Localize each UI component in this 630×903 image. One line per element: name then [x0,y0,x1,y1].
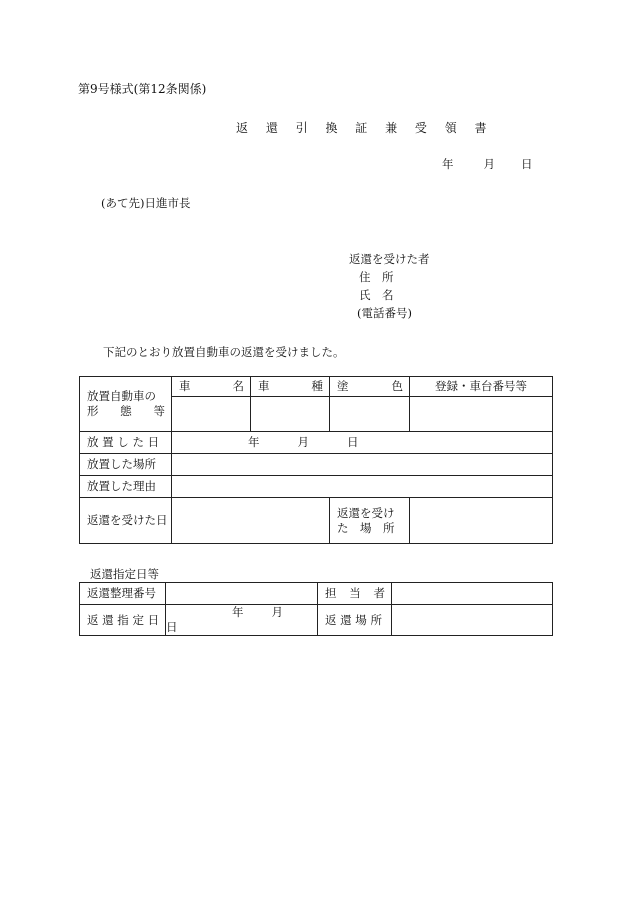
vehicle-form-line1: 放置自動車の [87,389,156,403]
ref-number-label: 返還整理番号 [80,583,166,605]
recipient-heading: 返還を受けた者 [349,252,430,266]
designated-date-value[interactable] [166,605,318,636]
left-date-label: 放 置 し た 日 [80,432,172,454]
date-day-label: 日 [166,620,178,634]
person-char: 者 [373,586,385,600]
intro-text: 下記のとおり放置自動車の返還を受けました。 [103,345,345,359]
left-place-label: 放置した場所 [80,454,172,476]
date-month-label: 月 [483,157,495,171]
form-number: 第9号様式(第12条関係) [78,82,207,96]
return-place-line2: た 場 所 [337,520,395,535]
ref-number-value[interactable] [166,583,318,605]
vehicle-name-value[interactable] [172,397,251,432]
addressee: (あて先)日進市長 [101,196,191,210]
col-char: 種 [311,379,323,393]
col-registration: 登録・車台番号等 [410,377,553,397]
date-day-label: 日 [521,157,533,171]
col-char: 車 [258,379,270,393]
vehicle-type-value[interactable] [251,397,330,432]
return-location-value[interactable] [392,605,553,636]
vehicle-form-char: 等 [153,404,165,418]
recipient-block [349,250,430,322]
recipient-name-label: 氏 名 [359,288,394,302]
return-date-value[interactable] [172,498,330,544]
vehicle-form-char: 態 [120,404,132,418]
vehicle-form-label [80,377,172,432]
document-date [442,156,533,172]
col-char: 色 [391,379,403,393]
left-reason-label: 放置した理由 [80,476,172,498]
person-in-charge-label [318,583,392,605]
recipient-address-label: 住 所 [359,270,394,284]
date-year-label: 年 [248,435,260,449]
left-reason-value[interactable] [172,476,553,498]
date-month-label: 月 [271,605,283,619]
return-date-label: 返還を受けた日 [80,498,172,544]
date-day-label: 日 [347,435,359,449]
vehicle-form-line2 [87,404,165,419]
recipient-phone-label: (電話番号) [357,306,412,320]
col-char: 車 [179,379,191,393]
person-char: 当 [349,586,361,600]
date-year-label: 年 [442,157,454,171]
return-place-line1: 返還を受け [337,505,395,520]
designated-date-label: 返 還 指 定 日 [80,605,166,636]
left-place-value[interactable] [172,454,553,476]
return-place-label [330,498,410,544]
return-location-label: 返 還 場 所 [318,605,392,636]
col-char: 名 [232,379,244,393]
return-place-value[interactable] [410,498,553,544]
designation-table [79,582,553,636]
col-paint-color [330,377,410,397]
col-char: 塗 [337,379,349,393]
date-month-label: 月 [297,435,309,449]
person-char: 担 [325,586,337,600]
person-in-charge-value[interactable] [392,583,553,605]
document-title: 返 還 引 換 証 兼 受 領 書 [236,121,494,135]
left-date-value[interactable] [172,432,553,454]
sub-heading: 返還指定日等 [90,567,159,581]
paint-color-value[interactable] [330,397,410,432]
date-year-label: 年 [232,605,244,619]
col-vehicle-type [251,377,330,397]
vehicle-return-table [79,376,553,544]
vehicle-form-char: 形 [87,404,99,418]
registration-value[interactable] [410,397,553,432]
col-vehicle-name [172,377,251,397]
